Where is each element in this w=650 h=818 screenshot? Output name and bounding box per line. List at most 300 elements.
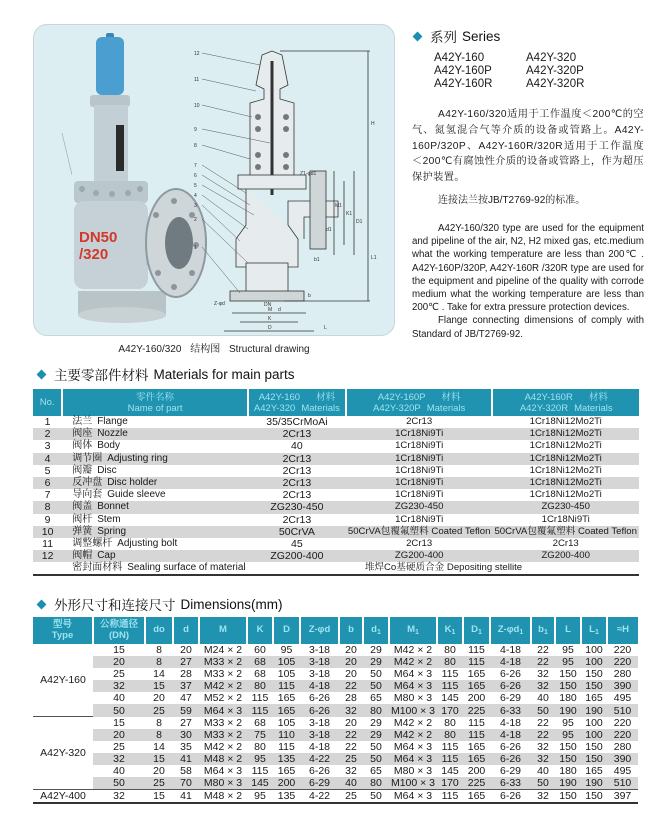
dimension-cell: 190 [581, 777, 607, 790]
dimension-cell: 32 [93, 753, 145, 765]
dimension-cell: 100 [581, 729, 607, 741]
dimension-cell: 22 [537, 644, 549, 657]
part-number: 3 [44, 440, 51, 453]
dimension-cell: M80 × 3 [393, 692, 433, 705]
materials-row [33, 550, 639, 562]
header-dn-en: (DN) [108, 629, 130, 641]
dimension-cell: 25 [113, 668, 125, 681]
header-materials-cn: 材料 [316, 391, 336, 403]
part-callout: 10 [194, 103, 200, 109]
material-standard: 50CrVA [248, 526, 346, 538]
dimensions-heading [36, 594, 283, 614]
dimension-cell: 165 [277, 692, 296, 705]
dimension-cell: 115 [437, 753, 463, 765]
part-name [62, 550, 248, 562]
dimension-cell: 150 [585, 790, 603, 803]
dimension-cell: 4-18 [490, 656, 531, 668]
material-p: 1Cr18Ni9Ti [395, 464, 444, 476]
dimension-cell: 510 [607, 777, 638, 790]
dimension-cell: 50 [93, 704, 145, 716]
caption-cn: 结构图 [190, 344, 221, 355]
material-p: 1Cr18Ni9Ti [395, 440, 444, 452]
dimension-cell: M42 × 2 [393, 644, 433, 657]
dimension-cell: 165 [467, 790, 486, 803]
dimension-cell: 115 [441, 790, 459, 803]
dimension-cell: 6-33 [490, 777, 531, 790]
dimension-cell: 4-18 [300, 680, 339, 692]
dimension-cell: 3-18 [300, 729, 339, 741]
dimension-cell: M33 × 2 [203, 716, 243, 729]
valve-illustration [34, 25, 395, 336]
figure-caption [33, 340, 395, 355]
series-heading [412, 26, 642, 46]
dimension-cell: 27 [180, 716, 192, 729]
dimension-cell: 115 [251, 692, 269, 705]
dimension-cell: 105 [277, 668, 296, 681]
dimension-cell: 6-26 [490, 753, 531, 765]
series-model-list [434, 52, 642, 90]
part-callout: 4 [194, 193, 197, 199]
part-name-en: Flange [97, 416, 128, 428]
dimension-label: b [308, 293, 311, 299]
dimension-cell: M80 × 3 [393, 764, 433, 777]
dimension-cell: 22 [537, 716, 549, 729]
dimension-cell: 25 [145, 704, 173, 716]
valve-marking-dn: DN50 [79, 229, 118, 246]
materials-row [33, 514, 639, 526]
dimension-cell: 6-26 [499, 668, 521, 681]
dimension-cell: 8 [156, 716, 162, 729]
dimension-cell: 150 [555, 680, 581, 692]
dimension-cell: 41 [173, 753, 199, 765]
dimension-label: Z1-φd1 [300, 171, 317, 177]
header-materials-en: Materials [426, 402, 466, 414]
part-name-en: Nozzle [97, 428, 128, 440]
materials-row [33, 428, 639, 440]
dimension-cell: 100 [581, 656, 607, 668]
dimension-cell: 22 [339, 680, 363, 692]
caption-en: Structural drawing [229, 344, 310, 355]
series-title-en: Series [462, 28, 501, 44]
part-name [62, 514, 248, 526]
dimension-cell: 150 [581, 680, 607, 692]
dimension-cell: M80 × 3 [199, 777, 247, 790]
dimension-cell: 80 [444, 644, 456, 657]
header-model: A42Y-160 [258, 391, 301, 403]
dimension-cell: 110 [273, 729, 300, 741]
dimension-cell: M48 × 2 [203, 790, 243, 803]
material-r: 2Cr13 [552, 537, 579, 549]
part-name [62, 489, 248, 501]
dimension-row [33, 692, 638, 704]
dimension-cell: 6-26 [499, 790, 521, 803]
dimension-cell: 29 [370, 644, 382, 657]
dimension-cell: 150 [585, 740, 603, 753]
part-number: 9 [44, 513, 51, 526]
dimension-cell: 50 [370, 668, 382, 681]
header-name-en: Name of part [127, 402, 183, 414]
dimension-label: D [268, 325, 272, 331]
dimension-cell: 6-29 [300, 777, 339, 790]
dimension-cell: 95 [562, 644, 574, 657]
dimension-cell: 4-18 [490, 729, 531, 741]
dimension-cell: 50 [531, 777, 555, 790]
dimension-label: M1 [335, 203, 342, 209]
dimension-cell: 4-18 [308, 740, 330, 753]
dimension-cell: 40 [113, 764, 125, 777]
dimension-cell: 95 [280, 644, 293, 657]
dimension-cell: M64 × 3 [199, 704, 247, 716]
header-l: L [555, 617, 581, 644]
dimension-cell: 495 [613, 692, 632, 705]
dimension-cell: 60 [254, 644, 266, 657]
material-standard: 35/35CrMoAi [266, 416, 328, 429]
dimension-cell: 100 [585, 644, 603, 657]
dimension-cell: 20 [153, 764, 165, 777]
dimension-cell: 20 [345, 668, 357, 681]
sealing-surface-row [33, 562, 639, 575]
header-D1 [463, 617, 490, 644]
sealing-label [62, 562, 248, 575]
dimension-cell: M33 × 2 [199, 729, 247, 741]
header-z-phi-d: Z-φd [300, 617, 339, 644]
dimension-cell: 225 [463, 777, 490, 790]
valve-marking-pn: /320 [79, 246, 109, 263]
dimension-cell: 95 [555, 729, 581, 741]
dimension-cell: 68 [254, 716, 266, 729]
part-name-cn: 阀帽 [72, 550, 93, 562]
part-name [62, 440, 248, 452]
dimension-cell: 190 [555, 777, 581, 790]
structural-drawing-panel [33, 24, 395, 336]
dimension-cell: 115 [441, 740, 459, 753]
material-standard: 2Cr13 [248, 428, 346, 440]
header-type-en: Type [51, 629, 74, 641]
part-name-en: Stem [97, 513, 121, 525]
header-model: A42Y-160R [524, 391, 573, 403]
dimension-cell: 150 [585, 668, 603, 681]
valve-cap-blue [96, 37, 124, 95]
description-en [412, 222, 644, 341]
part-callout: 9 [194, 127, 197, 133]
materials-row [33, 538, 639, 550]
material-p: ZG200-400 [346, 550, 493, 562]
dimension-cell: 50 [531, 704, 555, 716]
dimension-cell: 37 [173, 680, 199, 692]
dimension-cell: 280 [613, 740, 632, 753]
dimension-label: K1 [346, 211, 353, 217]
header-k: K [247, 617, 273, 644]
dimension-cell: 32 [93, 680, 145, 692]
dimension-cell: 100 [585, 716, 603, 729]
header-subscript: 1 [519, 628, 524, 636]
description-en-text: A42Y-160/320 type are used for the equipment and pipeline of the air, N2, H2 mixed gas, etc.medium what the working temperature are less than 200℃ . A42Y-160P/320P, A42Y-160R /320R type are used for the equipment and pipeline of the quality with corrode medium what the working temperature are less than 200℃ . Take for extra pressure protection devices. [412, 223, 644, 314]
part-callout: 1 [194, 245, 197, 251]
part-name [62, 477, 248, 489]
series-model: A42Y-320P [526, 65, 584, 77]
header-subscript: 1 [376, 628, 381, 636]
dimension-cell: 150 [559, 790, 577, 803]
material-p: 1Cr18Ni9Ti [395, 489, 444, 501]
material-r: 1Cr18Ni9Ti [541, 513, 590, 525]
part-name [62, 538, 248, 550]
description-cn-text: A42Y-160/320适用于工作温度＜200℃的空气、氮氢混合气等介质的设备或管路上。A42Y-160P/320P、A42Y-160R/320R适用于工作温度＜200℃有腐蚀性介质的设备或管路上，作为超压保护装置。 [412, 109, 644, 184]
dimension-row [33, 656, 638, 668]
header-k1 [437, 617, 463, 644]
cross-section-drawing [224, 51, 370, 331]
series-section [412, 26, 642, 90]
header-do: do [145, 617, 173, 644]
dimension-cell: 20 [339, 656, 363, 668]
bullet-diamond-icon [37, 599, 47, 609]
dimension-cell: 14 [153, 668, 165, 681]
part-name [62, 501, 248, 513]
dimension-cell: 225 [463, 704, 490, 716]
description-cn-standard [412, 193, 644, 209]
dimension-cell: 80 [437, 656, 463, 668]
dimension-cell: M64 × 3 [389, 680, 437, 692]
header-subscript: 1 [477, 628, 482, 636]
material-standard: ZG200-400 [248, 550, 346, 562]
materials-row [33, 477, 639, 489]
dimension-cell: 145 [441, 692, 459, 705]
materials-heading [36, 364, 295, 384]
materials-table-body [33, 416, 639, 575]
dimension-cell: 510 [607, 704, 638, 716]
part-name-cn: 调整螺杆 [72, 537, 113, 549]
material-p: 1Cr18Ni9Ti [346, 428, 493, 440]
series-model: A42Y-320R [526, 78, 585, 90]
dimension-cell: 20 [93, 656, 145, 668]
dimension-cell: 115 [247, 704, 273, 716]
material-p: 2Cr13 [406, 416, 433, 428]
dimension-cell: 20 [345, 644, 357, 657]
header-dn [93, 617, 145, 644]
dimension-row [33, 668, 638, 680]
dimension-cell: 115 [463, 656, 490, 668]
part-number: 7 [44, 489, 51, 502]
dimension-cell: 65 [370, 692, 382, 705]
header-D1-main: D [471, 623, 478, 635]
dimension-cell: 105 [277, 716, 296, 729]
dimension-cell: 75 [247, 729, 273, 741]
header-subscript: 1 [451, 628, 456, 636]
dimension-cell: M64 × 3 [393, 668, 433, 681]
dimension-cell: 80 [437, 729, 463, 741]
part-number: 2 [33, 428, 62, 440]
dimension-cell: 20 [180, 644, 192, 657]
dimension-cell: M64 × 3 [393, 790, 433, 803]
dimension-label: L [324, 325, 327, 331]
dimension-cell: 6-26 [499, 740, 521, 753]
dimension-cell: 165 [585, 692, 603, 705]
dimension-cell: 15 [145, 753, 173, 765]
dimension-cell: 20 [345, 716, 357, 729]
dimension-row [33, 741, 638, 753]
material-p: 50CrVA包覆氟塑料 Coated Teflon [347, 525, 491, 537]
part-callout: 5 [194, 183, 197, 189]
material-r: ZG230-450 [492, 501, 639, 513]
dimension-cell: 32 [531, 753, 555, 765]
dimension-cell: 32 [345, 764, 357, 777]
dimension-cell: 220 [613, 644, 632, 657]
dimension-cell: 20 [93, 729, 145, 741]
part-name-cn: 法兰 [72, 416, 93, 428]
dimension-cell: 28 [345, 692, 357, 705]
dimension-cell: 390 [607, 753, 638, 765]
header-l1-main: L [589, 623, 595, 635]
header-subscript: 1 [415, 628, 419, 636]
materials-row [33, 489, 639, 501]
material-r: ZG200-400 [492, 550, 639, 562]
dimension-cell: 220 [607, 729, 638, 741]
dimension-cell: M33 × 2 [199, 656, 247, 668]
header-b1-main: b [538, 623, 544, 635]
materials-row [33, 440, 639, 452]
dimension-cell: M42 × 2 [203, 740, 243, 753]
part-name [62, 465, 248, 477]
header-d1-main: d [371, 623, 377, 635]
dimension-cell: 95 [562, 716, 574, 729]
material-standard: 2Cr13 [282, 513, 312, 526]
type-cell: A42Y-160 [33, 644, 93, 717]
sealing-label-en: Sealing surface of material [127, 562, 246, 574]
header-name-cn: 零件名称 [136, 391, 175, 403]
dimension-row [33, 704, 638, 716]
dimension-cell: 15 [153, 790, 165, 803]
part-name-cn: 阀座 [72, 428, 93, 440]
dimension-cell: 150 [581, 753, 607, 765]
bullet-diamond-icon [37, 369, 47, 379]
dimension-cell: 32 [339, 704, 363, 716]
dimension-cell: 6-29 [499, 764, 521, 777]
dimension-cell: 4-22 [300, 753, 339, 765]
dimension-cell: 115 [441, 668, 459, 681]
material-p: 1Cr18Ni9Ti [395, 513, 444, 525]
part-callout: 3 [194, 203, 197, 209]
description-en-standard-text: Flange connecting dimensions of comply with Standard of JB/T2769-92. [412, 315, 644, 340]
dimension-cell: 105 [273, 656, 300, 668]
dimension-cell: M42 × 2 [389, 656, 437, 668]
part-number: 8 [33, 501, 62, 513]
dimension-cell: 8 [145, 729, 173, 741]
material-standard: 45 [291, 537, 303, 550]
dimension-cell: 150 [559, 668, 577, 681]
dimension-row [33, 644, 638, 656]
part-name-cn: 阀盖 [72, 501, 93, 513]
series-model: A42Y-160R [434, 78, 493, 90]
dimensions-table [33, 617, 638, 804]
header-D: D [273, 617, 300, 644]
dimension-cell: 145 [441, 764, 459, 777]
part-callout: 11 [194, 77, 200, 83]
header-b: b [339, 617, 363, 644]
header-name-of-part [62, 389, 248, 416]
dimension-cell: 6-26 [300, 704, 339, 716]
dimension-cell: 6-29 [499, 692, 521, 705]
dimension-cell: 200 [273, 777, 300, 790]
dimension-cell: 6-26 [490, 680, 531, 692]
dimension-cell: 6-26 [308, 692, 330, 705]
type-cell: A42Y-320 [33, 717, 93, 790]
header-no: No. [33, 389, 62, 416]
header-model: A42Y-160P [377, 391, 426, 403]
dimension-cell: 15 [145, 680, 173, 692]
dimension-cell: 29 [370, 716, 382, 729]
material-p: 1Cr18Ni9Ti [346, 453, 493, 465]
material-r: 1Cr18Ni12Mo2Ti [492, 477, 639, 489]
header-z1-phi-d1 [490, 617, 531, 644]
dimension-cell: M33 × 2 [203, 668, 243, 681]
part-name-cn: 阀瓣 [72, 464, 93, 476]
part-callout: 12 [194, 51, 200, 57]
dimension-cell: 220 [607, 656, 638, 668]
dimension-cell: 50 [370, 790, 382, 803]
series-model: A42Y-160 [434, 52, 485, 64]
header-d1 [363, 617, 389, 644]
dimensions-table-body [33, 644, 638, 803]
dimension-cell: 180 [559, 692, 577, 705]
dimension-cell: 135 [277, 790, 296, 803]
part-number: 1 [44, 416, 51, 429]
header-subscript: 1 [543, 628, 548, 636]
material-r: 1Cr18Ni12Mo2Ti [492, 428, 639, 440]
header-type [33, 617, 93, 644]
dimension-cell: 32 [537, 668, 549, 681]
dimension-cell: 22 [531, 729, 555, 741]
dimension-row [33, 753, 638, 765]
dimension-row [33, 680, 638, 692]
dimension-cell: 35 [180, 740, 192, 753]
dimension-cell: M42 × 2 [199, 680, 247, 692]
dimension-cell: 59 [173, 704, 199, 716]
material-p: 1Cr18Ni9Ti [346, 477, 493, 489]
dimension-cell: 150 [559, 740, 577, 753]
dimension-cell: 397 [613, 790, 632, 803]
part-callout: 7 [194, 163, 197, 169]
dimension-cell: 3-18 [300, 656, 339, 668]
materials-row [33, 416, 639, 428]
part-name-cn: 阀体 [72, 440, 93, 452]
material-r: 1Cr18Ni12Mo2Ti [529, 489, 602, 501]
series-title-cn: 系列 [430, 30, 457, 45]
dimension-cell: 6-26 [308, 764, 330, 777]
dimension-cell: 22 [531, 656, 555, 668]
dimension-cell: 3-18 [308, 644, 330, 657]
dimension-cell: 8 [156, 644, 162, 657]
dimension-cell: 180 [559, 764, 577, 777]
materials-row [33, 465, 639, 477]
part-name-cn: 调节圈 [72, 452, 103, 464]
dimension-cell: M52 × 2 [203, 692, 243, 705]
part-number: 10 [33, 526, 62, 538]
bullet-diamond-icon [413, 31, 423, 41]
dimension-row [33, 790, 638, 804]
dimension-label: H [371, 121, 375, 127]
part-name-cn: 反冲盘 [72, 477, 103, 489]
dimension-cell: 68 [254, 668, 266, 681]
dimension-cell: 4-22 [308, 790, 330, 803]
series-model: A42Y-160P [434, 65, 492, 77]
part-number: 11 [42, 537, 54, 550]
header-dn-cn: 公称通径 [99, 619, 138, 630]
dimension-label: d1 [326, 227, 332, 233]
header-model: A42Y-320R [519, 402, 569, 414]
dimension-cell: 29 [363, 729, 389, 741]
description-cn [412, 107, 644, 186]
dimension-cell: 50 [370, 740, 382, 753]
materials-table [33, 389, 639, 576]
